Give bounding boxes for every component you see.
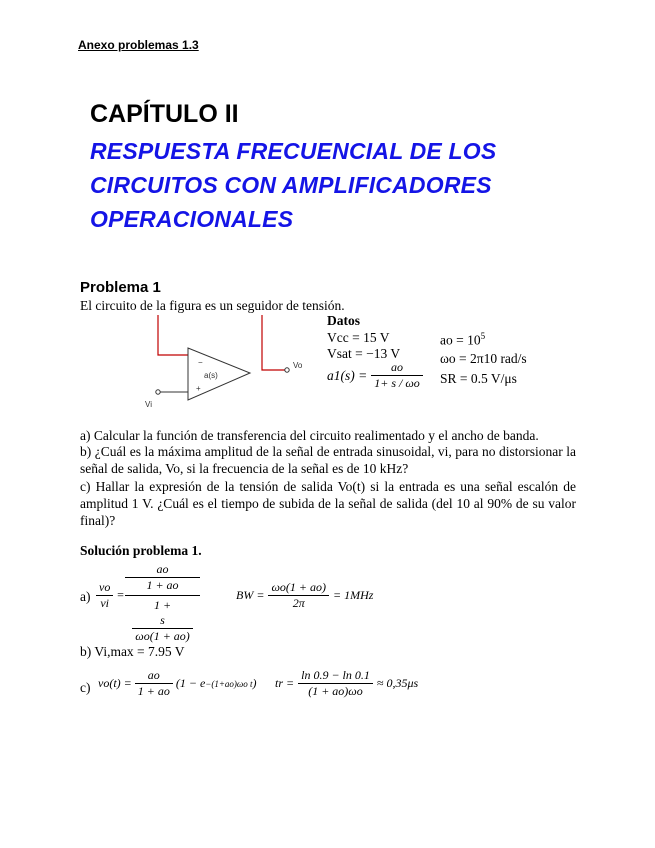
problem-title: Problema 1 bbox=[80, 279, 161, 296]
datos-vsat: Vsat = −13 V bbox=[327, 346, 401, 361]
a1-lhs: a1(s) = bbox=[327, 367, 368, 383]
output-wire bbox=[262, 315, 285, 370]
datos-vcc: Vcc = 15 V bbox=[327, 330, 390, 345]
solution-a-rhs: ao 1 + ao 1 + $\frac{s}{\omega o(1 + ao)}$ bbox=[125, 562, 200, 644]
solution-a-label: a) bbox=[80, 589, 91, 604]
a1-denominator: 1+ s / ωo bbox=[374, 376, 420, 390]
output-terminal bbox=[285, 368, 289, 372]
feedback-wire-left bbox=[158, 315, 188, 355]
output-label: Vo bbox=[293, 361, 303, 370]
document-header: Anexo problemas 1.3 bbox=[78, 38, 199, 52]
opamp-label: a(s) bbox=[204, 371, 218, 380]
datos-wo: ωo = 2π10 rad/s bbox=[440, 351, 527, 366]
datos-heading: Datos bbox=[327, 313, 360, 328]
solution-heading: Solución problema 1. bbox=[80, 543, 202, 558]
opamp-plus: + bbox=[196, 384, 201, 393]
solution-bandwidth: BW = $\frac{\omega o(1 + ao)}{2\pi}$ = 1MHz bbox=[236, 580, 374, 610]
problem-intro: El circuito de la figura es un seguidor de tensión. bbox=[80, 298, 345, 313]
chapter-title-line-3: OPERACIONALES bbox=[90, 206, 294, 232]
voltage-follower-circuit bbox=[140, 315, 320, 410]
chapter-heading: CAPÍTULO II bbox=[90, 100, 239, 128]
input-label: Vi bbox=[145, 400, 152, 409]
solution-rise-time: tr = $\frac{\ln 0.9 - \ln 0.1}{(1 + ao)\omega o}$ ≈ 0,35μs bbox=[275, 668, 419, 698]
solution-c-label: c) bbox=[80, 680, 91, 695]
solution-b: b) Vi,max = 7.95 V bbox=[80, 644, 185, 659]
solution-c-vo: vo(t) = $\frac{ao}{1 + ao}$ (1 − e −(1+ao)ωo t ) bbox=[98, 668, 257, 698]
solution-a-lhs: $\frac{vo}{vi}$ = bbox=[96, 580, 124, 611]
question-b: b) ¿Cuál es la máxima amplitud de la señal de entrada sinusoidal, vi, para no distorsionar la señal de salida, Vo, si la frecuencia de la señal es de 10 kHz? bbox=[80, 444, 576, 476]
datos-sr: SR = 0.5 V/μs bbox=[440, 371, 517, 386]
chapter-title-line-1: RESPUESTA FRECUENCIAL DE LOS bbox=[90, 138, 497, 164]
question-a: a) Calcular la función de transferencia del circuito realimentado y el ancho de banda. bbox=[80, 428, 539, 443]
question-c: c) Hallar la expresión de la tensión de salida Vo(t) si la entrada es una señal escalón de amplitud 1 V. ¿Cuál es el tiempo de subida de la señal de salida (del 10 al 90% de su valor final)? bbox=[80, 479, 576, 528]
input-terminal bbox=[156, 390, 160, 394]
datos-a1-formula bbox=[327, 360, 423, 391]
datos-ao: ao = $10^5$ bbox=[440, 331, 486, 348]
a1-numerator: ao bbox=[371, 360, 423, 376]
opamp-minus: − bbox=[198, 358, 203, 367]
chapter-title-line-2: CIRCUITOS CON AMPLIFICADORES bbox=[90, 172, 492, 198]
